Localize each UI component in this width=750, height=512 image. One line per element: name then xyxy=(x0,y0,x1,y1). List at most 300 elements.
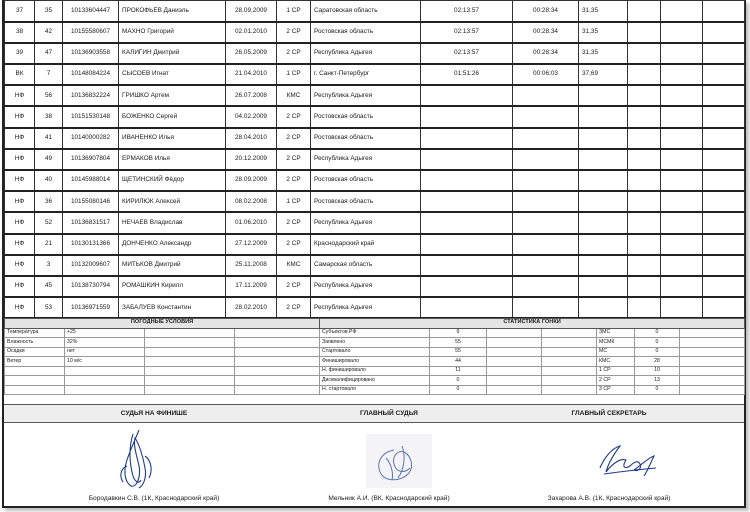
region-cell: Ростовская область xyxy=(311,128,421,149)
stat-label: Н. стартовало xyxy=(320,385,430,395)
empty-cell xyxy=(235,357,320,367)
extra-cell xyxy=(628,64,661,85)
table-row xyxy=(5,149,745,170)
code-cell: 10148084224 xyxy=(63,64,119,85)
code-cell: 10136903558 xyxy=(63,43,119,64)
name-cell: КАЛИГИН Дмитрий xyxy=(119,43,226,64)
weather-label: Температура xyxy=(5,328,65,338)
place-cell: 37 xyxy=(5,1,35,22)
rank-value: 13 xyxy=(635,376,680,386)
gap-cell: 00:28:34 xyxy=(513,22,579,43)
name-cell: СЫСОЕВ Игнат xyxy=(119,64,226,85)
weather-value: 10 м/с xyxy=(65,357,145,367)
gap-cell: 00:28:34 xyxy=(513,43,579,64)
extra-cell xyxy=(661,1,703,22)
race-stats-row xyxy=(320,376,745,386)
time-cell: 02:13:57 xyxy=(421,22,513,43)
dob-cell: 01.06.2010 xyxy=(226,212,277,233)
chief-secretary-name: Захарова А.В. (1К, Краснодарский край) xyxy=(547,495,671,502)
extra-cell xyxy=(703,170,745,191)
time-cell xyxy=(421,149,513,170)
dob-cell: 02.01.2010 xyxy=(226,22,277,43)
rank-label: 3 СР xyxy=(597,385,635,395)
stat-value: 55 xyxy=(430,347,487,357)
time-cell xyxy=(421,234,513,255)
protocol-sheet xyxy=(2,0,746,508)
region-cell: Республика Адыгея xyxy=(311,149,421,170)
name-cell: ДОНЧЕНКО Александр xyxy=(119,234,226,255)
rank-label: МС xyxy=(597,347,635,357)
percent-cell xyxy=(579,255,628,276)
race-stats-row xyxy=(320,357,745,367)
region-cell: Саратовская область xyxy=(311,1,421,22)
extra-cell xyxy=(661,255,703,276)
gap-cell xyxy=(513,85,579,106)
rank-value: 0 xyxy=(635,385,680,395)
race-stats-row xyxy=(320,366,745,376)
rank-value: 0 xyxy=(635,347,680,357)
region-cell: Республика Адыгея xyxy=(311,85,421,106)
extra-cell xyxy=(703,106,745,127)
empty-cell xyxy=(235,338,320,348)
rank-cell: 1 СР xyxy=(277,191,311,212)
bib-cell: 3 xyxy=(35,255,63,276)
place-cell: НФ xyxy=(5,297,35,318)
rank-label: МСМК xyxy=(597,338,635,348)
stat-label: Финишировало xyxy=(320,357,430,367)
percent-cell: 31,35 xyxy=(579,43,628,64)
weather-row xyxy=(5,328,320,338)
bib-cell: 47 xyxy=(35,43,63,64)
code-cell: 10136971559 xyxy=(63,297,119,318)
weather-label: Ветер xyxy=(5,357,65,367)
region-cell: Республика Адыгея xyxy=(311,276,421,297)
gap-cell xyxy=(513,191,579,212)
empty-cell xyxy=(145,366,235,376)
empty-cell xyxy=(235,385,320,395)
weather-row xyxy=(5,347,320,357)
extra-cell xyxy=(703,255,745,276)
place-cell: 38 xyxy=(5,22,35,43)
code-cell: 10155580607 xyxy=(63,22,119,43)
race-stats-table xyxy=(319,318,745,395)
empty-cell xyxy=(487,347,542,357)
dob-cell: 20.12.2009 xyxy=(226,149,277,170)
chief-judge-name: Мельник А.И. (ВК, Краснодарский край) xyxy=(328,495,450,502)
bib-cell: 35 xyxy=(35,1,63,22)
finish-judge-signature xyxy=(109,426,169,492)
percent-cell xyxy=(579,191,628,212)
chief-judge-title: ГЛАВНЫЙ СУДЬЯ xyxy=(304,404,474,423)
bib-cell: 52 xyxy=(35,212,63,233)
bib-cell: 56 xyxy=(35,85,63,106)
code-cell: 10140000282 xyxy=(63,128,119,149)
code-cell: 10151530148 xyxy=(63,106,119,127)
name-cell: ГРИШКО Артем xyxy=(119,85,226,106)
place-cell: НФ xyxy=(5,234,35,255)
gap-cell: 00:28:34 xyxy=(513,1,579,22)
extra-cell xyxy=(661,43,703,64)
percent-cell: 31,35 xyxy=(579,1,628,22)
extra-cell xyxy=(628,191,661,212)
extra-cell xyxy=(703,43,745,64)
region-cell: Самарская область xyxy=(311,255,421,276)
empty-cell xyxy=(487,385,542,395)
bib-cell: 42 xyxy=(35,22,63,43)
extra-cell xyxy=(703,1,745,22)
results-table xyxy=(4,0,745,319)
name-cell: БОЖЕНКО Сергей xyxy=(119,106,226,127)
weather-row xyxy=(5,366,320,376)
region-cell: Республика Адыгея xyxy=(311,43,421,64)
extra-cell xyxy=(703,191,745,212)
percent-cell xyxy=(579,170,628,191)
extra-cell xyxy=(661,297,703,318)
percent-cell xyxy=(579,149,628,170)
gap-cell xyxy=(513,255,579,276)
stats-block xyxy=(4,318,744,403)
empty-cell xyxy=(145,376,235,386)
bib-cell: 45 xyxy=(35,276,63,297)
code-cell: 10132009607 xyxy=(63,255,119,276)
region-cell: Ростовская область xyxy=(311,170,421,191)
dob-cell: 26.05.2009 xyxy=(226,43,277,64)
race-stats-row xyxy=(320,385,745,395)
rank-label: 2 СР xyxy=(597,376,635,386)
table-row xyxy=(5,276,745,297)
extra-cell xyxy=(661,170,703,191)
dob-cell: 17.11.2009 xyxy=(226,276,277,297)
place-cell: НФ xyxy=(5,128,35,149)
table-row xyxy=(5,106,745,127)
weather-row xyxy=(5,357,320,367)
time-cell xyxy=(421,276,513,297)
gap-cell xyxy=(513,276,579,297)
table-row xyxy=(5,170,745,191)
percent-cell xyxy=(579,85,628,106)
rank-value: 0 xyxy=(635,338,680,348)
gap-cell xyxy=(513,106,579,127)
empty-cell xyxy=(145,357,235,367)
name-cell: РОМАШКИН Кирилл xyxy=(119,276,226,297)
time-cell: 01:51:26 xyxy=(421,64,513,85)
extra-cell xyxy=(703,149,745,170)
percent-cell xyxy=(579,212,628,233)
extra-cell xyxy=(661,128,703,149)
chief-secretary-title: ГЛАВНЫЙ СЕКРЕТАРЬ xyxy=(474,404,744,423)
stat-value: 9 xyxy=(430,328,487,338)
stat-value: 0 xyxy=(430,385,487,395)
time-cell xyxy=(421,128,513,149)
gap-cell xyxy=(513,128,579,149)
name-cell: ЗАБАЛУЕВ Константин xyxy=(119,297,226,318)
dob-cell: 28.04.2010 xyxy=(226,128,277,149)
weather-value: нет xyxy=(65,347,145,357)
empty-cell xyxy=(487,357,542,367)
empty-cell xyxy=(145,347,235,357)
time-cell xyxy=(421,106,513,127)
code-cell: 10155080146 xyxy=(63,191,119,212)
code-cell: 10145988014 xyxy=(63,170,119,191)
region-cell: Ростовская область xyxy=(311,191,421,212)
chief-judge-signature xyxy=(364,432,434,490)
weather-label: Осадки xyxy=(5,347,65,357)
table-row xyxy=(5,64,745,85)
extra-cell xyxy=(661,276,703,297)
time-cell xyxy=(421,170,513,191)
bib-cell: 41 xyxy=(35,128,63,149)
bib-cell: 53 xyxy=(35,297,63,318)
place-cell: 39 xyxy=(5,43,35,64)
dob-cell: 28.02.2010 xyxy=(226,297,277,318)
region-cell: Республика Адыгея xyxy=(311,212,421,233)
empty-cell xyxy=(65,385,145,395)
stat-value: 11 xyxy=(430,366,487,376)
extra-cell xyxy=(661,106,703,127)
dob-cell: 27.12.2009 xyxy=(226,234,277,255)
extra-cell xyxy=(703,297,745,318)
table-row xyxy=(5,1,745,22)
weather-value: 32% xyxy=(65,338,145,348)
name-cell: ЕРМАКОВ Илья xyxy=(119,149,226,170)
finish-judge-name: Бородавкин С.В. (1К, Краснодарский край) xyxy=(88,495,220,502)
empty-cell xyxy=(680,385,745,395)
bib-cell: 7 xyxy=(35,64,63,85)
stat-label: Н. финишировало xyxy=(320,366,430,376)
extra-cell xyxy=(661,64,703,85)
name-cell: ИВАНЕНКО Илья xyxy=(119,128,226,149)
empty-cell xyxy=(235,328,320,338)
empty-cell xyxy=(680,347,745,357)
extra-cell xyxy=(703,85,745,106)
signatures-block xyxy=(4,404,744,508)
percent-cell xyxy=(579,276,628,297)
percent-cell xyxy=(579,106,628,127)
extra-cell xyxy=(628,85,661,106)
dob-cell: 04.02.2009 xyxy=(226,106,277,127)
extra-cell xyxy=(628,43,661,64)
weather-row xyxy=(5,338,320,348)
table-row xyxy=(5,297,745,318)
empty-cell xyxy=(5,376,65,386)
empty-cell xyxy=(65,366,145,376)
empty-cell xyxy=(487,366,542,376)
empty-cell xyxy=(542,376,597,386)
extra-cell xyxy=(628,106,661,127)
empty-cell xyxy=(487,338,542,348)
empty-cell xyxy=(145,328,235,338)
region-cell: г. Санкт-Петербург xyxy=(311,64,421,85)
empty-cell xyxy=(542,328,597,338)
rank-cell: 2 СР xyxy=(277,212,311,233)
rank-cell: 2 СР xyxy=(277,22,311,43)
empty-cell xyxy=(235,347,320,357)
dob-cell: 28.09.2009 xyxy=(226,1,277,22)
rank-cell: 1 СР xyxy=(277,64,311,85)
name-cell: ЩЕТИНСКИЙ Фёдор xyxy=(119,170,226,191)
race-stats-row xyxy=(320,338,745,348)
rank-cell: 2 СР xyxy=(277,149,311,170)
dob-cell: 25.11.2008 xyxy=(226,255,277,276)
gap-cell: 00:06:03 xyxy=(513,64,579,85)
table-row xyxy=(5,212,745,233)
empty-cell xyxy=(542,366,597,376)
extra-cell xyxy=(628,149,661,170)
extra-cell xyxy=(628,255,661,276)
empty-cell xyxy=(680,328,745,338)
percent-cell xyxy=(579,128,628,149)
rank-label: 1 СР xyxy=(597,366,635,376)
dob-cell: 08.02.2008 xyxy=(226,191,277,212)
time-cell xyxy=(421,212,513,233)
region-cell: Республика Адыгея xyxy=(311,297,421,318)
bib-cell: 49 xyxy=(35,149,63,170)
empty-cell xyxy=(680,376,745,386)
rank-label: КМС xyxy=(597,357,635,367)
gap-cell xyxy=(513,149,579,170)
empty-cell xyxy=(542,347,597,357)
extra-cell xyxy=(628,212,661,233)
extra-cell xyxy=(628,22,661,43)
gap-cell xyxy=(513,212,579,233)
extra-cell xyxy=(628,234,661,255)
stat-value: 0 xyxy=(430,376,487,386)
code-cell: 10138730794 xyxy=(63,276,119,297)
extra-cell xyxy=(703,234,745,255)
finish-judge-title: СУДЬЯ НА ФИНИШЕ xyxy=(4,404,304,423)
place-cell: НФ xyxy=(5,170,35,191)
region-cell: Ростовская область xyxy=(311,106,421,127)
time-cell xyxy=(421,255,513,276)
time-cell xyxy=(421,85,513,106)
extra-cell xyxy=(661,212,703,233)
empty-cell xyxy=(5,385,65,395)
race-stats-title: СТАТИСТИКА ГОНКИ xyxy=(320,319,745,329)
percent-cell: 31,35 xyxy=(579,22,628,43)
rank-cell: КМС xyxy=(277,85,311,106)
table-row xyxy=(5,128,745,149)
extra-cell xyxy=(628,276,661,297)
rank-cell: 2 СР xyxy=(277,276,311,297)
extra-cell xyxy=(628,128,661,149)
gap-cell xyxy=(513,297,579,318)
stat-label: Заявлено xyxy=(320,338,430,348)
extra-cell xyxy=(628,170,661,191)
rank-cell: 1 СР xyxy=(277,1,311,22)
name-cell: МАХНО Григорий xyxy=(119,22,226,43)
rank-cell: 2 СР xyxy=(277,297,311,318)
place-cell: НФ xyxy=(5,191,35,212)
extra-cell xyxy=(661,191,703,212)
extra-cell xyxy=(628,297,661,318)
code-cell: 10136831517 xyxy=(63,212,119,233)
code-cell: 10130131366 xyxy=(63,234,119,255)
percent-cell xyxy=(579,297,628,318)
code-cell: 10136832224 xyxy=(63,85,119,106)
name-cell: МИТЬКОВ Дмитрий xyxy=(119,255,226,276)
bib-cell: 40 xyxy=(35,170,63,191)
extra-cell xyxy=(703,22,745,43)
code-cell: 10133604447 xyxy=(63,1,119,22)
place-cell: НФ xyxy=(5,85,35,106)
bib-cell: 38 xyxy=(35,106,63,127)
time-cell xyxy=(421,297,513,318)
empty-cell xyxy=(680,357,745,367)
stat-label: Субъектов РФ xyxy=(320,328,430,338)
stat-label: Дисквалифицировано xyxy=(320,376,430,386)
empty-cell xyxy=(235,366,320,376)
weather-label: Влажность xyxy=(5,338,65,348)
extra-cell xyxy=(661,22,703,43)
rank-cell: 2 СР xyxy=(277,128,311,149)
name-cell: КИРИЛЮК Алексей xyxy=(119,191,226,212)
empty-cell xyxy=(5,366,65,376)
rank-cell: 2 СР xyxy=(277,170,311,191)
empty-cell xyxy=(542,385,597,395)
extra-cell xyxy=(703,276,745,297)
empty-cell xyxy=(542,357,597,367)
place-cell: НФ xyxy=(5,212,35,233)
name-cell: ПРОКОФЬЕВ Даниэль xyxy=(119,1,226,22)
extra-cell xyxy=(661,234,703,255)
weather-row xyxy=(5,376,320,386)
table-row xyxy=(5,85,745,106)
rank-cell: 2 СР xyxy=(277,106,311,127)
name-cell: НЕЧАЕВ Владислав xyxy=(119,212,226,233)
time-cell: 02:13:57 xyxy=(421,1,513,22)
dob-cell: 28.09.2009 xyxy=(226,170,277,191)
rank-value: 28 xyxy=(635,357,680,367)
results-body xyxy=(5,1,745,319)
bib-cell: 21 xyxy=(35,234,63,255)
empty-cell xyxy=(487,376,542,386)
empty-cell xyxy=(65,376,145,386)
race-stats-row xyxy=(320,328,745,338)
place-cell: ВК xyxy=(5,64,35,85)
chief-secretary-signature xyxy=(594,438,664,482)
rank-cell: 2 СР xyxy=(277,234,311,255)
percent-cell xyxy=(579,234,628,255)
stat-value: 44 xyxy=(430,357,487,367)
weather-table xyxy=(4,318,320,395)
extra-cell xyxy=(703,128,745,149)
rank-label: ЗМС xyxy=(597,328,635,338)
extra-cell xyxy=(703,64,745,85)
place-cell: НФ xyxy=(5,149,35,170)
dob-cell: 26.07.2008 xyxy=(226,85,277,106)
stat-label: Стартовало xyxy=(320,347,430,357)
weather-value: +25 xyxy=(65,328,145,338)
empty-cell xyxy=(680,338,745,348)
region-cell: Краснодарский край xyxy=(311,234,421,255)
rank-cell: КМС xyxy=(277,255,311,276)
gap-cell xyxy=(513,234,579,255)
empty-cell xyxy=(487,328,542,338)
extra-cell xyxy=(661,149,703,170)
empty-cell xyxy=(145,385,235,395)
table-row xyxy=(5,43,745,64)
rank-value: 0 xyxy=(635,328,680,338)
rank-cell: 2 СР xyxy=(277,43,311,64)
code-cell: 10136907804 xyxy=(63,149,119,170)
place-cell: НФ xyxy=(5,276,35,297)
weather-title: ПОГОДНЫЕ УСЛОВИЯ xyxy=(5,319,320,329)
extra-cell xyxy=(628,1,661,22)
empty-cell xyxy=(145,338,235,348)
extra-cell xyxy=(703,212,745,233)
gap-cell xyxy=(513,170,579,191)
percent-cell: 37,69 xyxy=(579,64,628,85)
